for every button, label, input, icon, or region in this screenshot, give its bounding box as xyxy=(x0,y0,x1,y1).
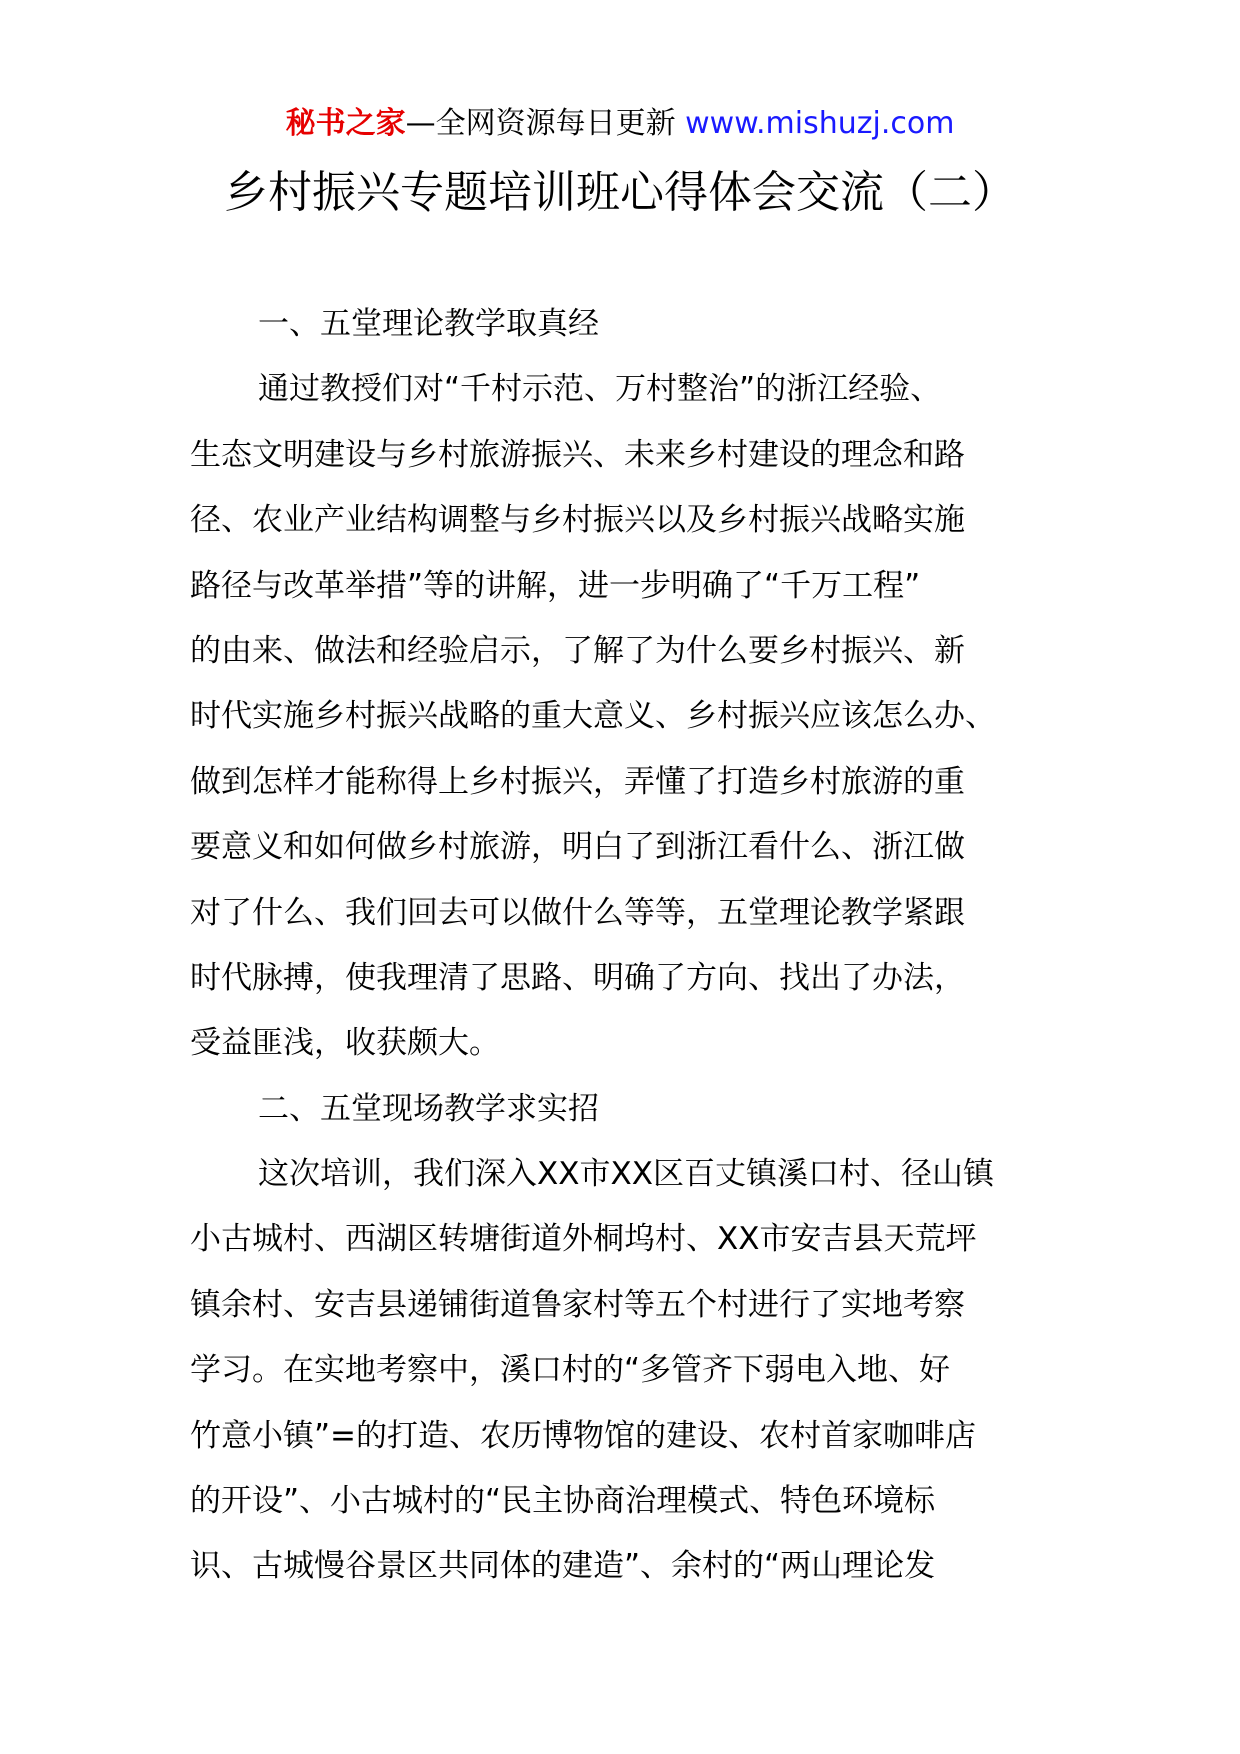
paragraph-line: 的开设”、小古城村的“民主协商治理模式、特色环境标 xyxy=(190,1483,936,1520)
paragraph-line: 时代脉搏，使我理清了思路、明确了方向、找出了办法， xyxy=(190,959,965,996)
site-header xyxy=(0,100,1240,148)
brand-name: 秘书之家 xyxy=(285,106,406,141)
paragraph-line: 学习。在实地考察中，溪口村的“多管齐下弱电入地、好 xyxy=(190,1352,951,1389)
paragraph-line: 识、古城慢谷景区共同体的建造”、余村的“两山理论发 xyxy=(190,1548,936,1585)
document-title: 乡村振兴专题培训班心得体会交流（二） xyxy=(224,167,1016,218)
paragraph-line: 做到怎样才能称得上乡村振兴，弄懂了打造乡村旅游的重 xyxy=(190,763,965,800)
paragraph-line: 通过教授们对“千村示范、万村整治”的浙江经验、 xyxy=(258,371,942,408)
paragraph-line: 竹意小镇”=的打造、农历博物馆的建设、农村首家咖啡店 xyxy=(190,1417,977,1454)
site-url-link[interactable]: www.mishuzj.com xyxy=(685,106,955,141)
paragraph-line: 受益匪浅，收获颇大。 xyxy=(190,1025,500,1062)
paragraph-line: 路径与改革举措”等的讲解，进一步明确了“千万工程” xyxy=(190,567,921,604)
paragraph-line: 生态文明建设与乡村旅游振兴、未来乡村建设的理念和路 xyxy=(190,436,965,473)
paragraph-line: 的由来、做法和经验启示，了解了为什么要乡村振兴、新 xyxy=(190,632,965,669)
paragraph-line: 对了什么、我们回去可以做什么等等，五堂理论教学紧跟 xyxy=(190,894,965,931)
section-heading-1: 一、五堂理论教学取真经 xyxy=(258,306,599,342)
section-heading-2: 二、五堂现场教学求实招 xyxy=(258,1090,599,1127)
paragraph-line: 这次培训，我们深入XX市XX区百丈镇溪口村、径山镇 xyxy=(258,1156,994,1193)
paragraph-line: 镇余村、安吉县递铺街道鲁家村等五个村进行了实地考察 xyxy=(190,1286,965,1323)
document-body xyxy=(190,292,1070,1600)
paragraph-line: 小古城村、西湖区转塘街道外桐坞村、XX市安吉县天荒坪 xyxy=(190,1221,977,1258)
header-slogan: —全网资源每日更新 xyxy=(405,106,686,141)
paragraph-line: 要意义和如何做乡村旅游，明白了到浙江看什么、浙江做 xyxy=(190,829,965,866)
paragraph-line: 径、农业产业结构调整与乡村振兴以及乡村振兴战略实施 xyxy=(190,502,965,539)
paragraph-line: 时代实施乡村振兴战略的重大意义、乡村振兴应该怎么办、 xyxy=(190,698,996,735)
